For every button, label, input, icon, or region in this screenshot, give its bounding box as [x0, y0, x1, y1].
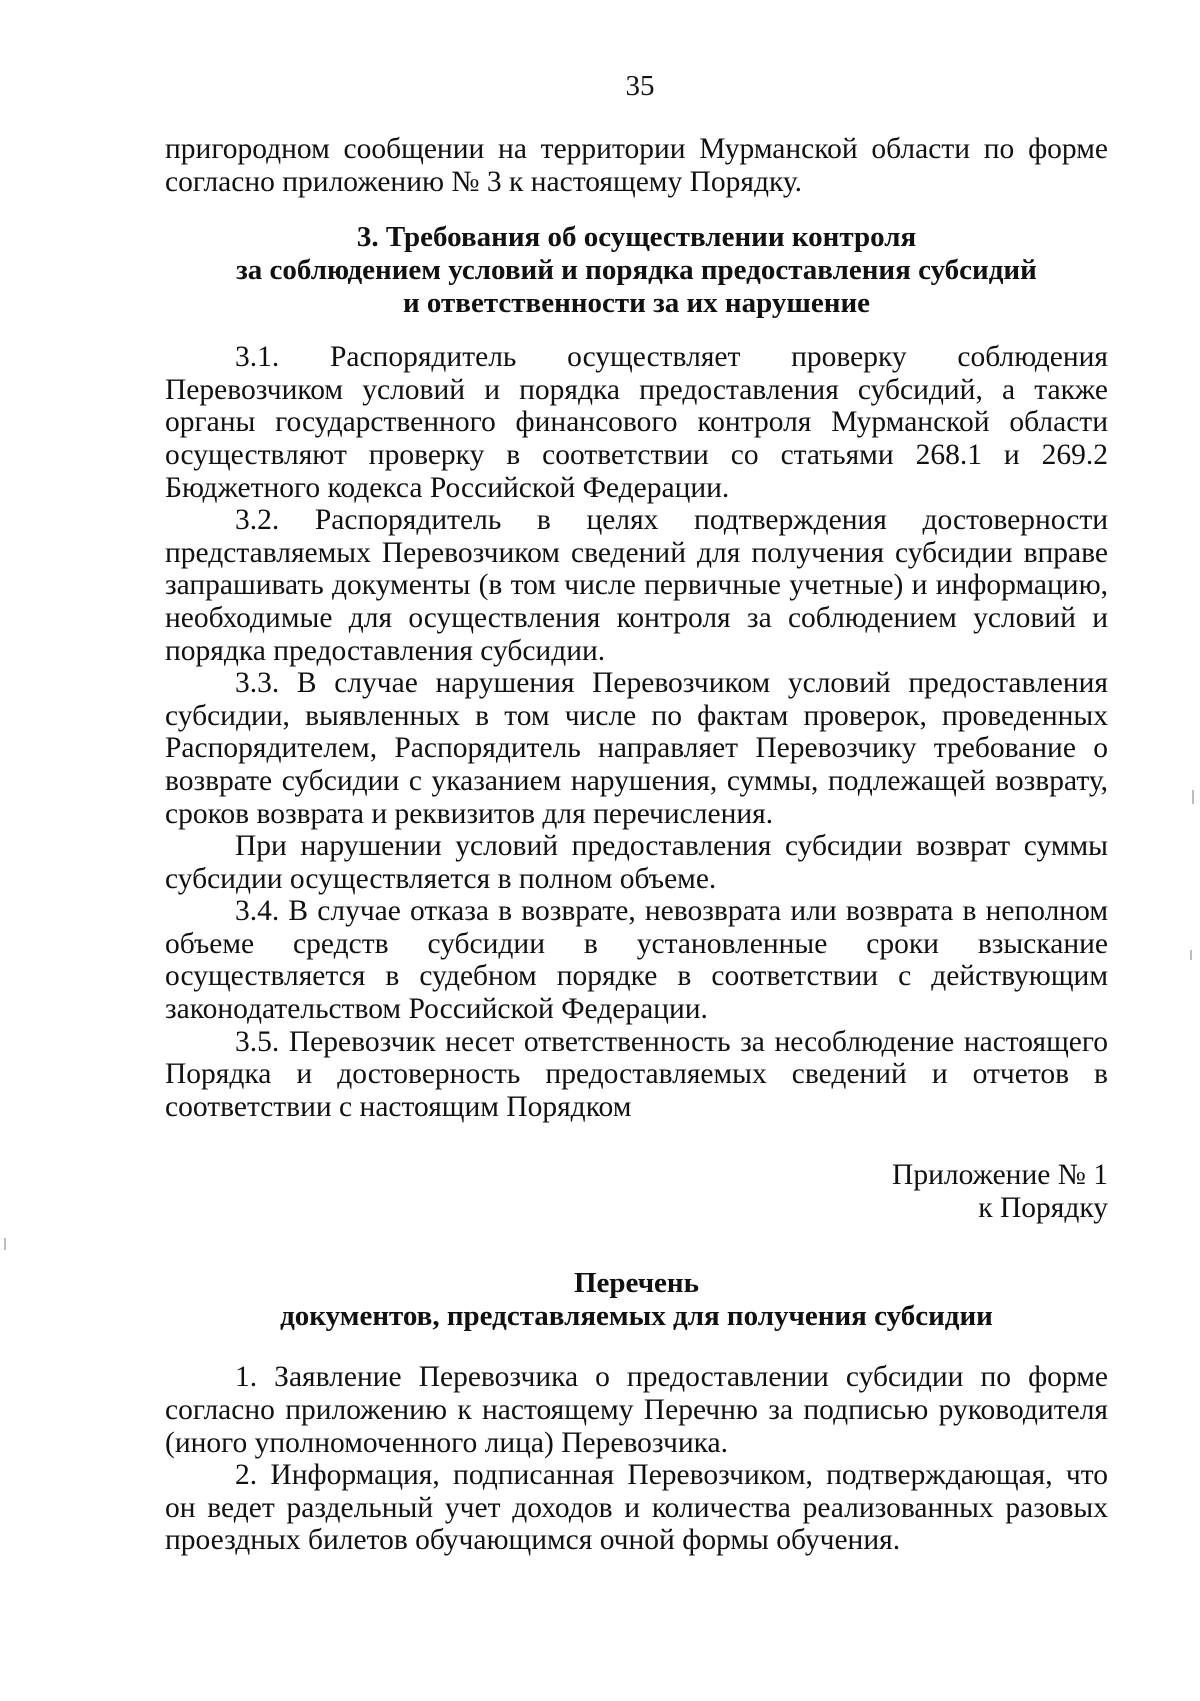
appendix-reference-line-2: к Порядку	[978, 1192, 1108, 1225]
documents-list-item-2: 2. Информация, подписанная Перевозчиком, подтверждающая, что он ведет раздельный учет доходов и количества реализованных разовых проездных билетов обучающимся очной формы обучения.	[165, 1459, 1108, 1557]
scan-edge-mark-right-upper	[1192, 790, 1194, 804]
paragraph-3-4: 3.4. В случае отказа в возврате, невозврата или возврата в неполном объеме средств субсидии в установленные сроки взыскание осуществляется в судебном порядке в соответствии с действующим законодательством Российской Федерации.	[165, 895, 1108, 1026]
paragraph-3-1: 3.1. Распорядитель осуществляет проверку соблюдения Перевозчиком условий и порядка предоставления субсидий, а также органы государственного финансового контроля Мурманской области осуществляют проверку в соответствии со статьями 268.1 и 269.2 Бюджетного кодекса Российской Федерации.	[165, 341, 1108, 504]
section-3-heading-line-1: 3. Требования об осуществлении контроля	[356, 221, 917, 254]
section-3-heading-line-3: и ответственности за их нарушение	[402, 287, 871, 320]
appendix-reference	[165, 1159, 1108, 1225]
documents-list-title: Перечень	[574, 1267, 699, 1300]
paragraph-3-3-continuation: При нарушении условий предоставления субсидии возврат суммы субсидии осуществляется в полном объеме.	[165, 830, 1108, 895]
documents-list-subtitle: документов, представляемых для получения субсидии	[280, 1300, 993, 1333]
scan-edge-mark-right-lower	[1190, 950, 1192, 960]
section-3-heading-line-2: за соблюдением условий и порядка предоставления субсидий	[236, 254, 1037, 287]
paragraph-3-2: 3.2. Распорядитель в целях подтверждения достоверности представляемых Перевозчиком сведений для получения субсидии вправе запрашивать документы (в том числе первичные учетные) и информацию, необходимые для осуществления контроля за соблюдением условий и порядка предоставления субсидии.	[165, 504, 1108, 667]
document-body	[165, 133, 1108, 1557]
paragraph-3-3: 3.3. В случае нарушения Перевозчиком условий предоставления субсидии, выявленных в том числе по фактам проверок, проведенных Распорядителем, Распорядитель направляет Перевозчику требование о возврате субсидии с указанием нарушения, суммы, подлежащей возврату, сроков возврата и реквизитов для перечисления.	[165, 667, 1108, 830]
documents-list-heading	[165, 1267, 1108, 1333]
scan-edge-mark-left	[4, 1238, 6, 1250]
paragraph-3-5: 3.5. Перевозчик несет ответственность за несоблюдение настоящего Порядка и достоверность предоставляемых сведений и отчетов в соответствии с настоящим Порядком	[165, 1025, 1108, 1123]
section-3-heading	[165, 221, 1108, 320]
page-number: 35	[625, 70, 655, 102]
intro-continuation-paragraph: пригородном сообщении на территории Мурманской области по форме согласно приложению № 3 к настоящему Порядку.	[165, 133, 1108, 198]
appendix-reference-line-1: Приложение № 1	[892, 1159, 1108, 1192]
documents-list-item-1: 1. Заявление Перевозчика о предоставлении субсидии по форме согласно приложению к настоящему Перечню за подписью руководителя (иного уполномоченного лица) Перевозчика.	[165, 1361, 1108, 1459]
